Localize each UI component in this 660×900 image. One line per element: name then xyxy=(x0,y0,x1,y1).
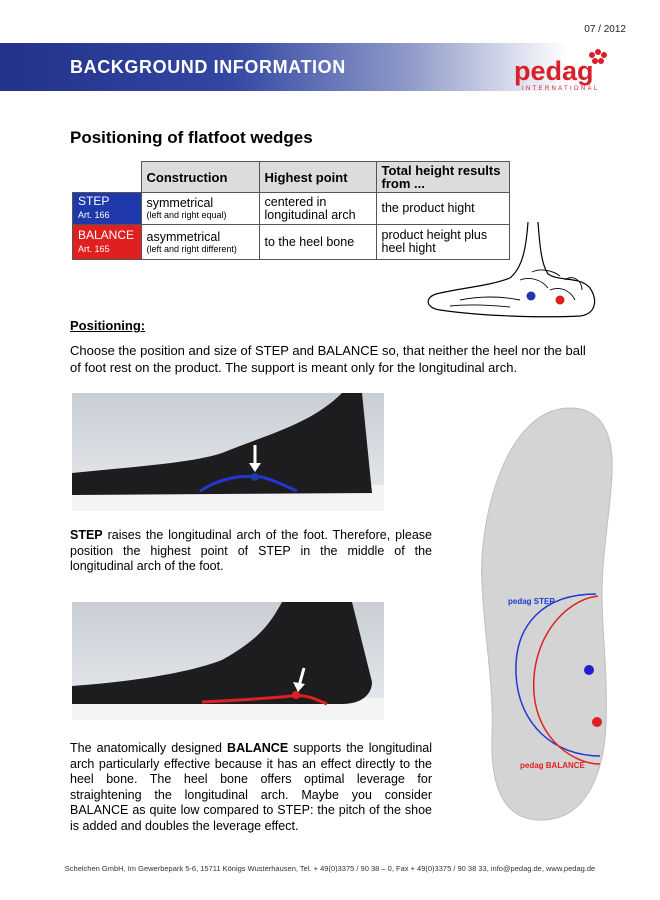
foot-skeleton-illustration xyxy=(420,210,620,320)
step-highest-point-cell: centered in longitudinal arch xyxy=(259,193,376,225)
step-paragraph: STEP raises the longitudinal arch of the foot. Therefore, please position the highest point of STEP in the middle of the longitudinal arch of the foot. xyxy=(70,528,432,573)
header-total-height: Total height results from ... xyxy=(376,162,509,193)
logo-subtitle: INTERNATIONAL xyxy=(522,86,600,92)
step-foot-photo xyxy=(72,393,384,511)
balance-label-cell xyxy=(73,225,142,260)
footer-address: Schelchen GmbH, Im Gewerbepark 5-6, 15711 Königs Wusterhausen, Tel. + 49(0)3375 / 90 38 – 0, Fax + 49(0)3375 / 90 38 33, info@pedag.de, www.pedag.de xyxy=(64,864,596,873)
balance-total-height-cell: product height plus heel hight xyxy=(376,225,509,260)
banner-title: BACKGROUND INFORMATION xyxy=(70,57,346,77)
step-point-marker xyxy=(527,292,536,301)
balance-art: Art. 165 xyxy=(78,243,110,254)
document-date: 07 / 2012 xyxy=(584,24,626,35)
balance-name: BALANCE xyxy=(78,227,135,242)
step-total-height-cell: the product hight xyxy=(376,193,509,225)
balance-point-marker xyxy=(556,296,565,305)
balance-construction-cell: asymmetrical (left and right different) xyxy=(141,225,259,260)
step-name: STEP xyxy=(78,194,110,208)
balance-paragraph: The anatomically designed BALANCE supports the longitudinal arch particularly effective because it has an effect directly to the heel bone. The heel bone offers optimal leverage for straightening the longitudinal arch. Maybe you consider BALANCE as quite low compared to STEP: the pitch of the shoe is added and doubles the leverage effect. xyxy=(70,741,432,833)
insole-diagram xyxy=(474,404,624,824)
step-construction-cell: symmetrical (left and right equal) xyxy=(141,193,259,225)
step-label-cell xyxy=(73,193,142,225)
step-art: Art. 166 xyxy=(78,210,110,220)
positioning-text: Choose the position and size of STEP and BALANCE so, that neither the heel nor the ball of foot rest on the product. The support is meant only for the longitudinal arch. xyxy=(70,343,586,375)
balance-highest-point-cell: to the heel bone xyxy=(259,225,376,260)
insole-step-point xyxy=(584,665,594,675)
positioning-title: Positioning: xyxy=(70,318,146,333)
insole-balance-label: pedag BALANCE xyxy=(520,761,585,770)
insole-balance-point xyxy=(592,717,602,727)
insole-step-label: pedag STEP xyxy=(508,597,555,606)
header-construction: Construction xyxy=(141,162,259,193)
logo-wordmark: pedag xyxy=(514,56,594,86)
pedag-logo xyxy=(510,46,634,92)
balance-foot-photo xyxy=(72,602,384,720)
page-heading: Positioning of flatfoot wedges xyxy=(70,128,313,147)
header-highest-point: Highest point xyxy=(259,162,376,193)
table-header-row xyxy=(73,162,510,193)
